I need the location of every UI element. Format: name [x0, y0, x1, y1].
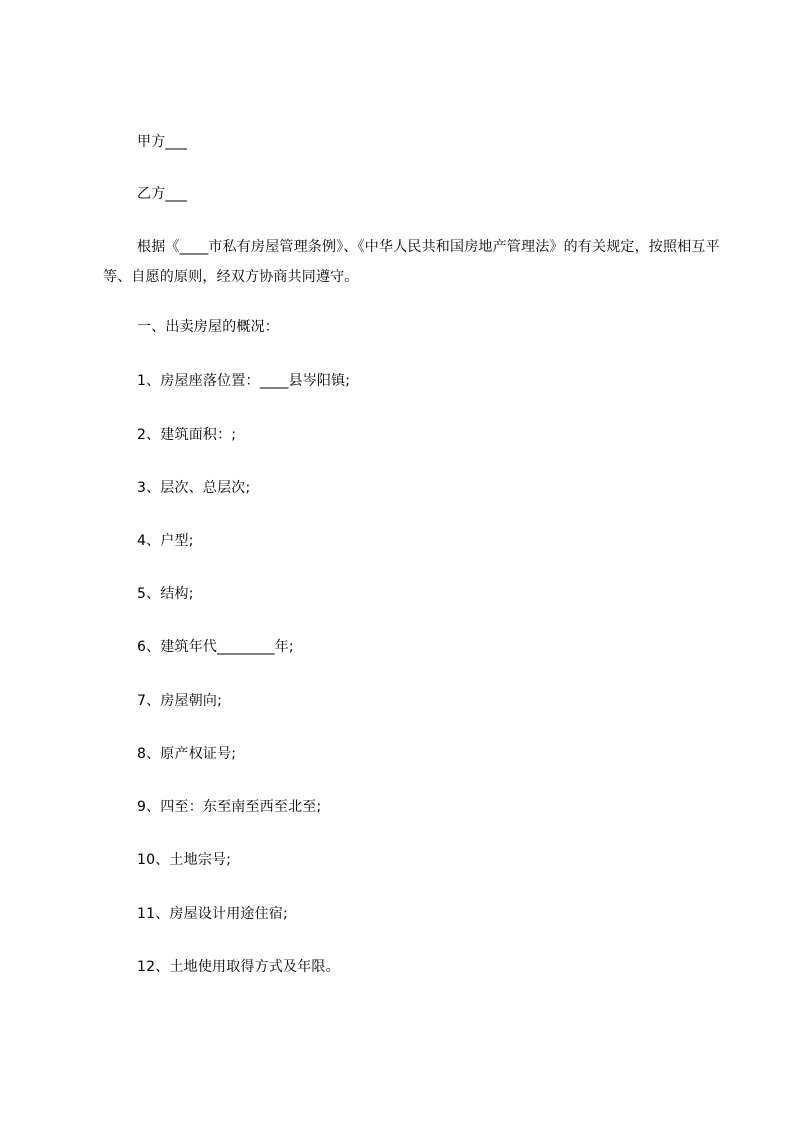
list-item: 9、四至：东至南至西至北至;	[137, 799, 322, 815]
list-item: 6、建筑年代________年;	[137, 639, 294, 655]
preamble-text: 根据《____市私有房屋管理条例》、《中华人民共和国房地产管理法》的有关规定，按照相互平等、自愿的原则，经双方协商共同遵守。	[103, 239, 720, 285]
list-item: 1、房屋座落位置：____县岑阳镇;	[137, 373, 351, 389]
list-item: 2、建筑面积：;	[137, 427, 237, 443]
list-item: 7、房屋朝向;	[137, 693, 223, 709]
list-item: 5、结构;	[137, 586, 194, 602]
list-item: 10、土地宗号;	[137, 852, 232, 868]
list-item: 8、原产权证号;	[137, 746, 237, 762]
list-item: 4、户型;	[137, 533, 194, 549]
list-item: 11、房屋设计用途住宿;	[137, 906, 288, 922]
party-b-line: 乙方___	[137, 186, 187, 202]
list-item: 12、土地使用取得方式及年限。	[137, 959, 340, 975]
section-1-heading: 一、出卖房屋的概况：	[137, 319, 279, 335]
preamble-paragraph	[103, 232, 723, 292]
party-a-line: 甲方___	[137, 134, 187, 150]
list-item: 3、层次、总层次;	[137, 480, 251, 496]
